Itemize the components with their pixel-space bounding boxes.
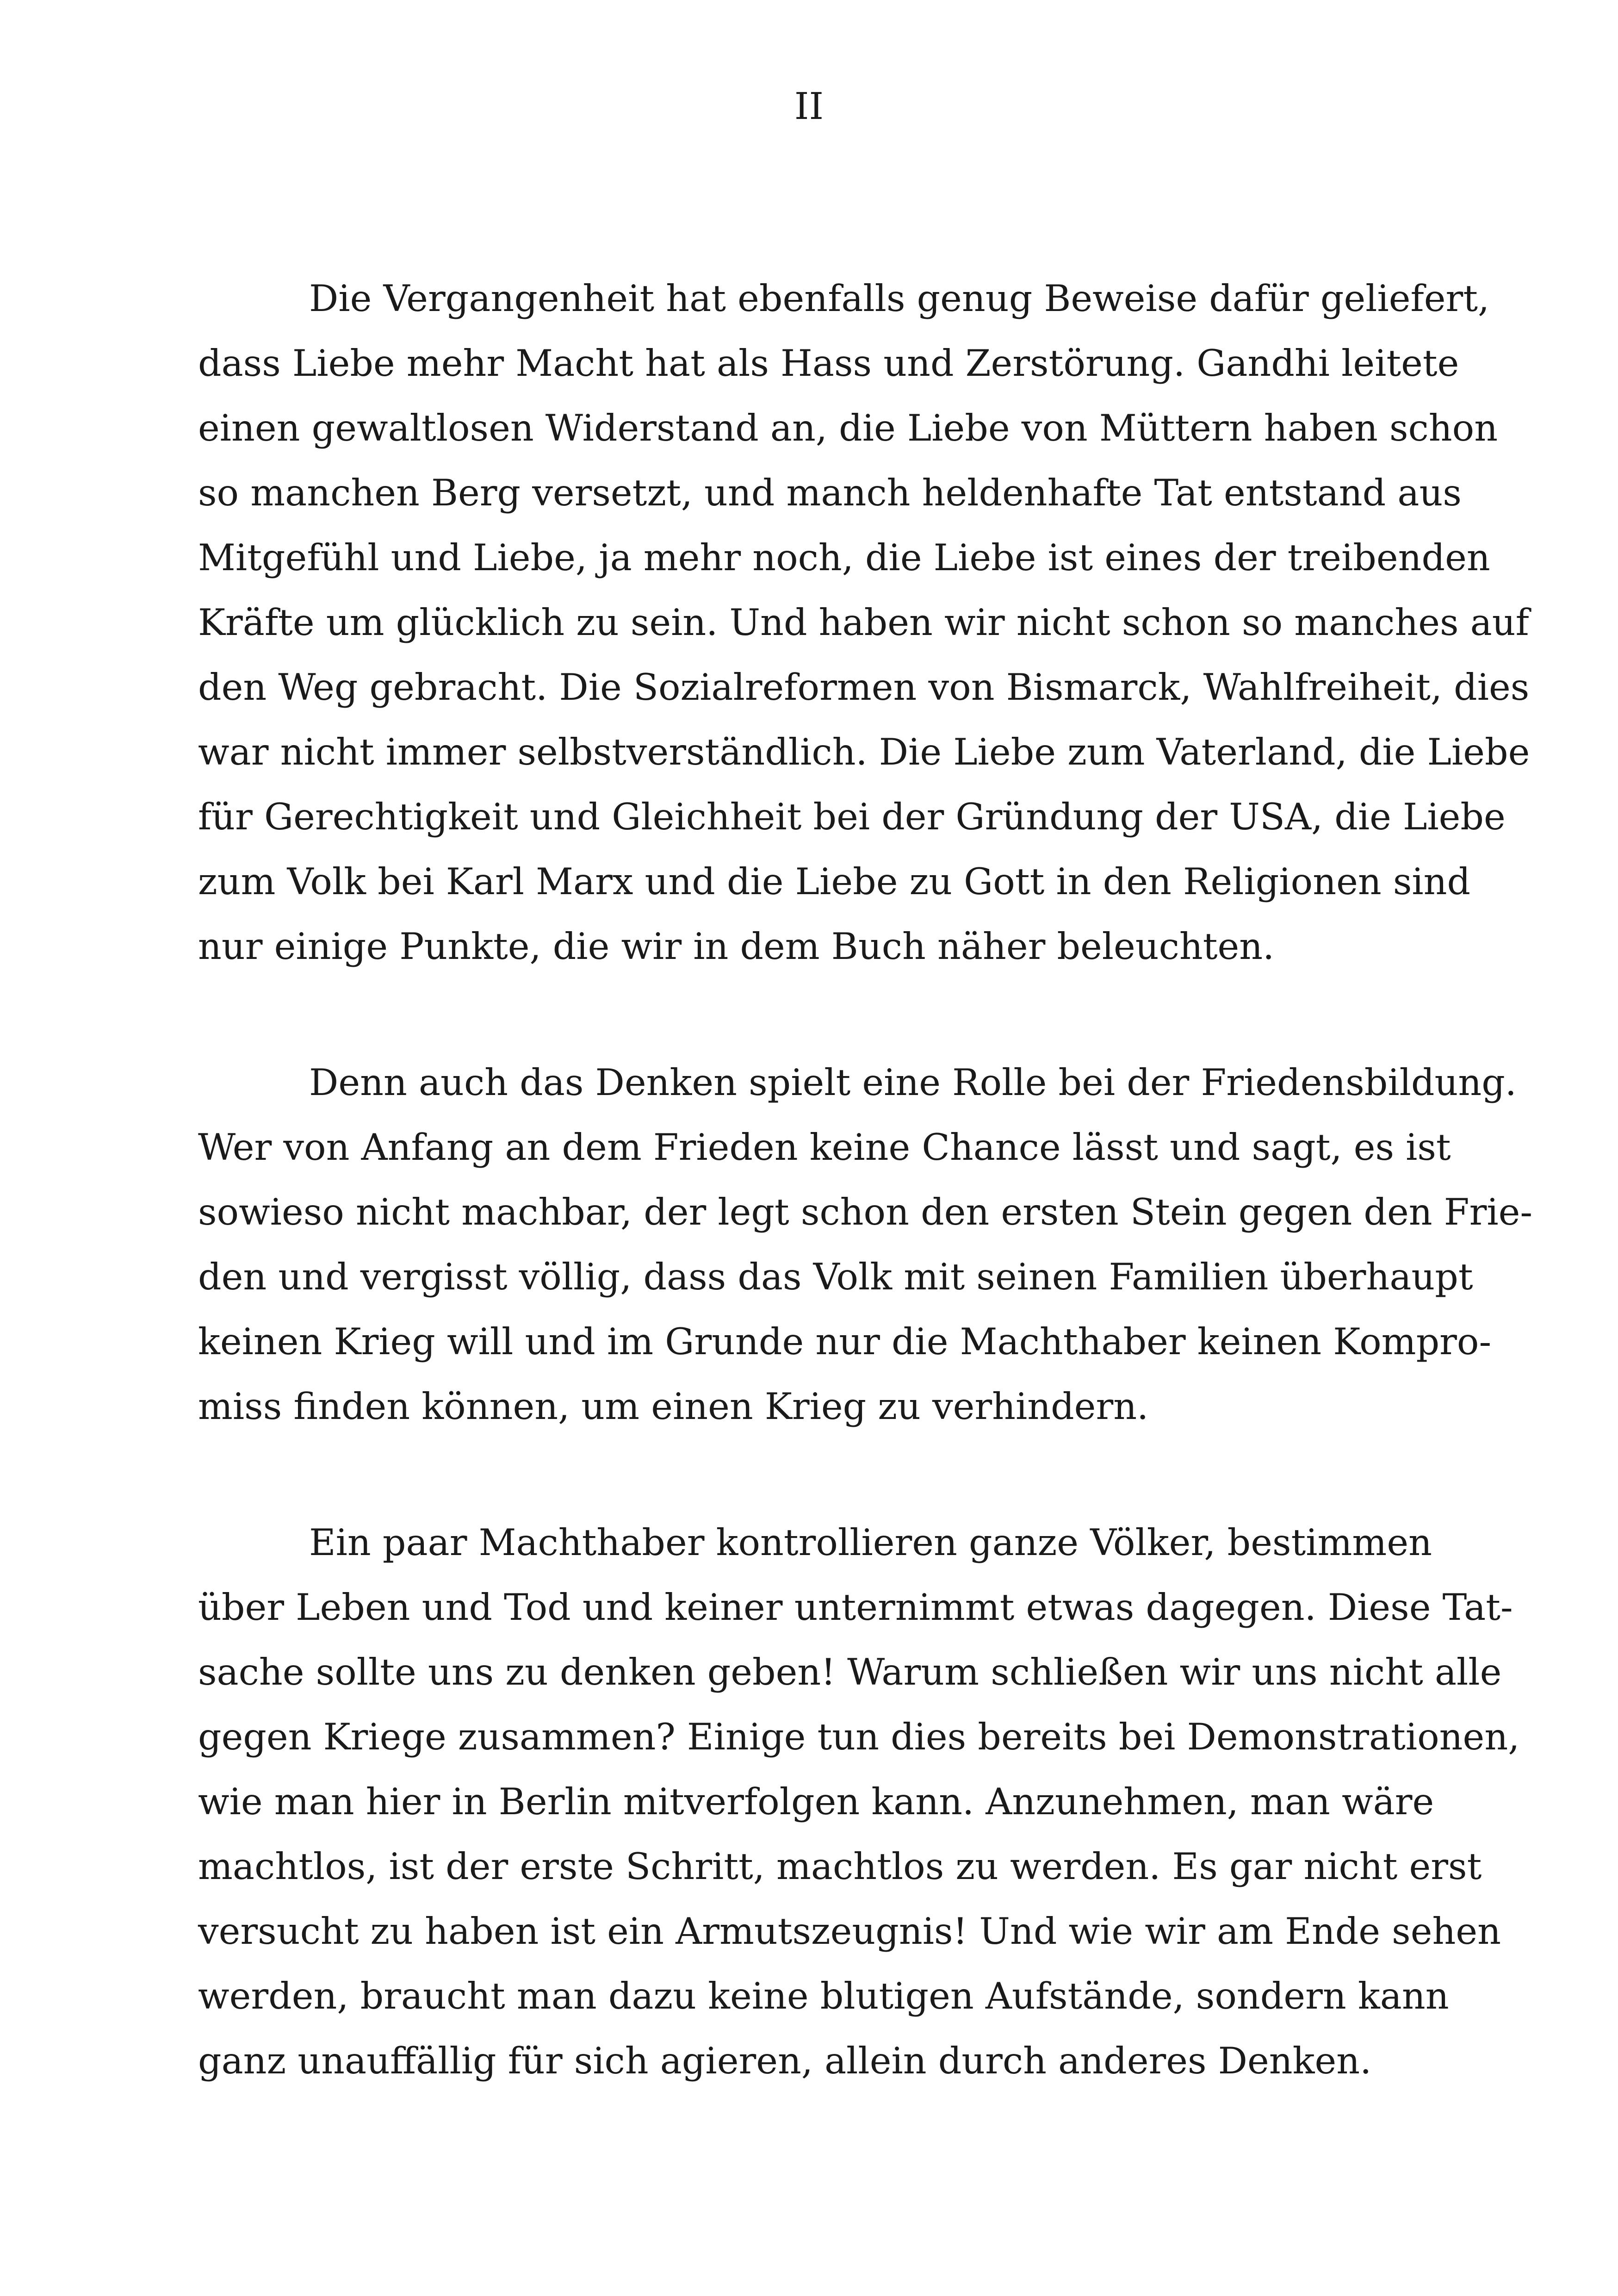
text-line: Wer von Anfang an dem Frieden keine Chance lässt und sagt, es ist bbox=[198, 1126, 1451, 1169]
text-line: Mitgefühl und Liebe, ja mehr noch, die Liebe ist eines der treibenden bbox=[198, 536, 1490, 579]
text-line: zum Volk bei Karl Marx und die Liebe zu Gott in den Religionen sind bbox=[198, 860, 1471, 903]
text-line: wie man hier in Berlin mitverfolgen kann. Anzunehmen, man wäre bbox=[198, 1780, 1434, 1823]
text-line: versucht zu haben ist ein Armutszeugnis! Und wie wir am Ende sehen bbox=[198, 1910, 1501, 1953]
paragraph-1 bbox=[198, 266, 1530, 979]
text-line: so manchen Berg versetzt, und manch heldenhafte Tat entstand aus bbox=[198, 472, 1462, 514]
text-line: sowieso nicht machbar, der legt schon den ersten Stein gegen den Frie- bbox=[198, 1191, 1533, 1233]
text-line: keinen Krieg will und im Grunde nur die Machthaber keinen Kompro- bbox=[198, 1320, 1492, 1363]
text-line: Die Vergangenheit hat ebenfalls genug Beweise dafür geliefert, bbox=[309, 277, 1490, 320]
paragraph-3 bbox=[198, 1510, 1520, 2093]
text-line: sache sollte uns zu denken geben! Warum schließen wir uns nicht alle bbox=[198, 1651, 1502, 1693]
text-line: den und vergisst völlig, dass das Volk mit seinen Familien überhaupt bbox=[198, 1256, 1473, 1298]
text-line: war nicht immer selbstverständlich. Die Liebe zum Vaterland, die Liebe bbox=[198, 731, 1530, 773]
text-line: ganz unauffällig für sich agieren, allein durch anderes Denken. bbox=[198, 2040, 1372, 2082]
text-line: nur einige Punkte, die wir in dem Buch näher beleuchten. bbox=[198, 925, 1275, 968]
text-line: Kräfte um glücklich zu sein. Und haben wir nicht schon so manches auf bbox=[198, 601, 1529, 644]
text-line: den Weg gebracht. Die Sozialreformen von Bismarck, Wahlfreiheit, dies bbox=[198, 666, 1530, 709]
text-line: miss finden können, um einen Krieg zu verhindern. bbox=[198, 1385, 1149, 1428]
text-line: Denn auch das Denken spielt eine Rolle bei der Friedensbildung. bbox=[309, 1061, 1517, 1104]
paragraph-2 bbox=[198, 1050, 1533, 1439]
text-line: Ein paar Machthaber kontrollieren ganze Völker, bestimmen bbox=[309, 1521, 1432, 1564]
text-line: über Leben und Tod und keiner unternimmt etwas dagegen. Diese Tat- bbox=[198, 1586, 1513, 1629]
text-body bbox=[198, 266, 1533, 2165]
text-line: machtlos, ist der erste Schritt, machtlos zu werden. Es gar nicht erst bbox=[198, 1845, 1482, 1888]
text-line: gegen Kriege zusammen? Einige tun dies bereits bei Demonstrationen, bbox=[198, 1716, 1520, 1758]
text-line: einen gewaltlosen Widerstand an, die Liebe von Müttern haben schon bbox=[198, 407, 1498, 449]
text-line: für Gerechtigkeit und Gleichheit bei der Gründung der USA, die Liebe bbox=[198, 796, 1506, 838]
text-line: dass Liebe mehr Macht hat als Hass und Zerstörung. Gandhi leitete bbox=[198, 342, 1459, 385]
text-line: werden, braucht man dazu keine blutigen Aufstände, sondern kann bbox=[198, 1975, 1449, 2017]
page-number: II bbox=[794, 85, 824, 128]
